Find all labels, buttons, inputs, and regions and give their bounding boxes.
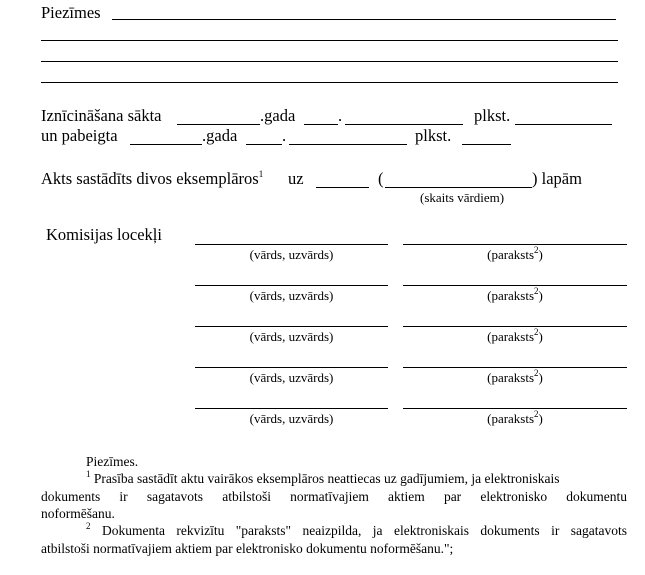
destruction-start-label: Iznīcināšana sākta (41, 106, 162, 125)
name-caption: (vārds, uzvārds) (249, 247, 334, 262)
end-time-word: plkst. (415, 126, 452, 145)
name-caption: (vārds, uzvārds) (249, 370, 334, 385)
footnote-1-line-3: noformēšanu. (41, 506, 115, 521)
member-signature-field[interactable] (403, 408, 627, 409)
act-uz-word: uz (288, 169, 304, 188)
start-month-field[interactable] (345, 124, 463, 125)
member-signature-field[interactable] (403, 367, 627, 368)
count-caption: (skaits vārdiem) (420, 190, 505, 205)
footnote-2-line-1: $^2$ Dokumenta rekvizītu "paraksts" neaizpilda, ja elektroniskais dokuments ir sagatavots (86, 520, 628, 538)
end-day-field[interactable] (130, 144, 202, 145)
footnote-ref-1: 1 (258, 168, 264, 179)
signature-caption: (paraksts$^2$) (487, 408, 543, 426)
signature-caption: (paraksts$^2$) (487, 244, 543, 262)
member-name-field[interactable] (195, 367, 388, 368)
notes-line-1[interactable] (112, 19, 616, 20)
name-caption: (vārds, uzvārds) (249, 329, 334, 344)
notes-line-4[interactable] (41, 82, 618, 83)
member-name-field[interactable] (195, 408, 388, 409)
start-date-field[interactable] (304, 124, 338, 125)
start-time-word: plkst. (474, 106, 511, 125)
end-date-field[interactable] (246, 144, 282, 145)
commission-label: Komisijas locekļi (46, 225, 162, 244)
paren-open: ( (378, 169, 384, 188)
notes-label: Piezīmes (41, 3, 101, 22)
start-dot: . (338, 106, 343, 125)
name-caption: (vārds, uzvārds) (249, 411, 334, 426)
notes-line-2[interactable] (41, 40, 618, 41)
member-name-field[interactable] (195, 285, 388, 286)
end-month-field[interactable] (289, 144, 407, 145)
footnote-1-line-1: $^1$ Prasība sastādīt aktu vairākos eksemplāros neattiecas uz gadījumiem, ja elektroniskais (86, 468, 560, 486)
start-year-word: .gada (260, 106, 296, 125)
footnote-1-line-2: dokuments ir sagatavots atbilstoši normatīvajiem aktiem par elektronisko dokumentu (41, 489, 627, 504)
member-name-field[interactable] (195, 244, 388, 245)
footnote-2-line-2: atbilstoši normatīvajiem aktiem par elektronisko dokumentu noformēšanu."; (41, 541, 454, 556)
end-dot: . (282, 126, 287, 145)
end-year-word: .gada (202, 126, 238, 145)
footnotes-title: Piezīmes. (86, 454, 139, 469)
start-day-field[interactable] (177, 124, 260, 125)
pages-word: ) lapām (532, 169, 582, 188)
page-count-words-field[interactable] (385, 187, 532, 188)
act-statement: Akts sastādīts divos eksemplāros$^1$ (41, 168, 264, 188)
member-signature-field[interactable] (403, 285, 627, 286)
page-count-field[interactable] (316, 187, 369, 188)
signature-caption: (paraksts$^2$) (487, 326, 543, 344)
signature-caption: (paraksts$^2$) (487, 367, 543, 385)
member-name-field[interactable] (195, 326, 388, 327)
end-time-field[interactable] (462, 144, 511, 145)
start-time-field[interactable] (515, 124, 612, 125)
member-signature-field[interactable] (403, 326, 627, 327)
member-signature-field[interactable] (403, 244, 627, 245)
name-caption: (vārds, uzvārds) (249, 288, 334, 303)
signature-caption: (paraksts$^2$) (487, 285, 543, 303)
destruction-end-label: un pabeigta (41, 126, 118, 145)
notes-line-3[interactable] (41, 61, 618, 62)
